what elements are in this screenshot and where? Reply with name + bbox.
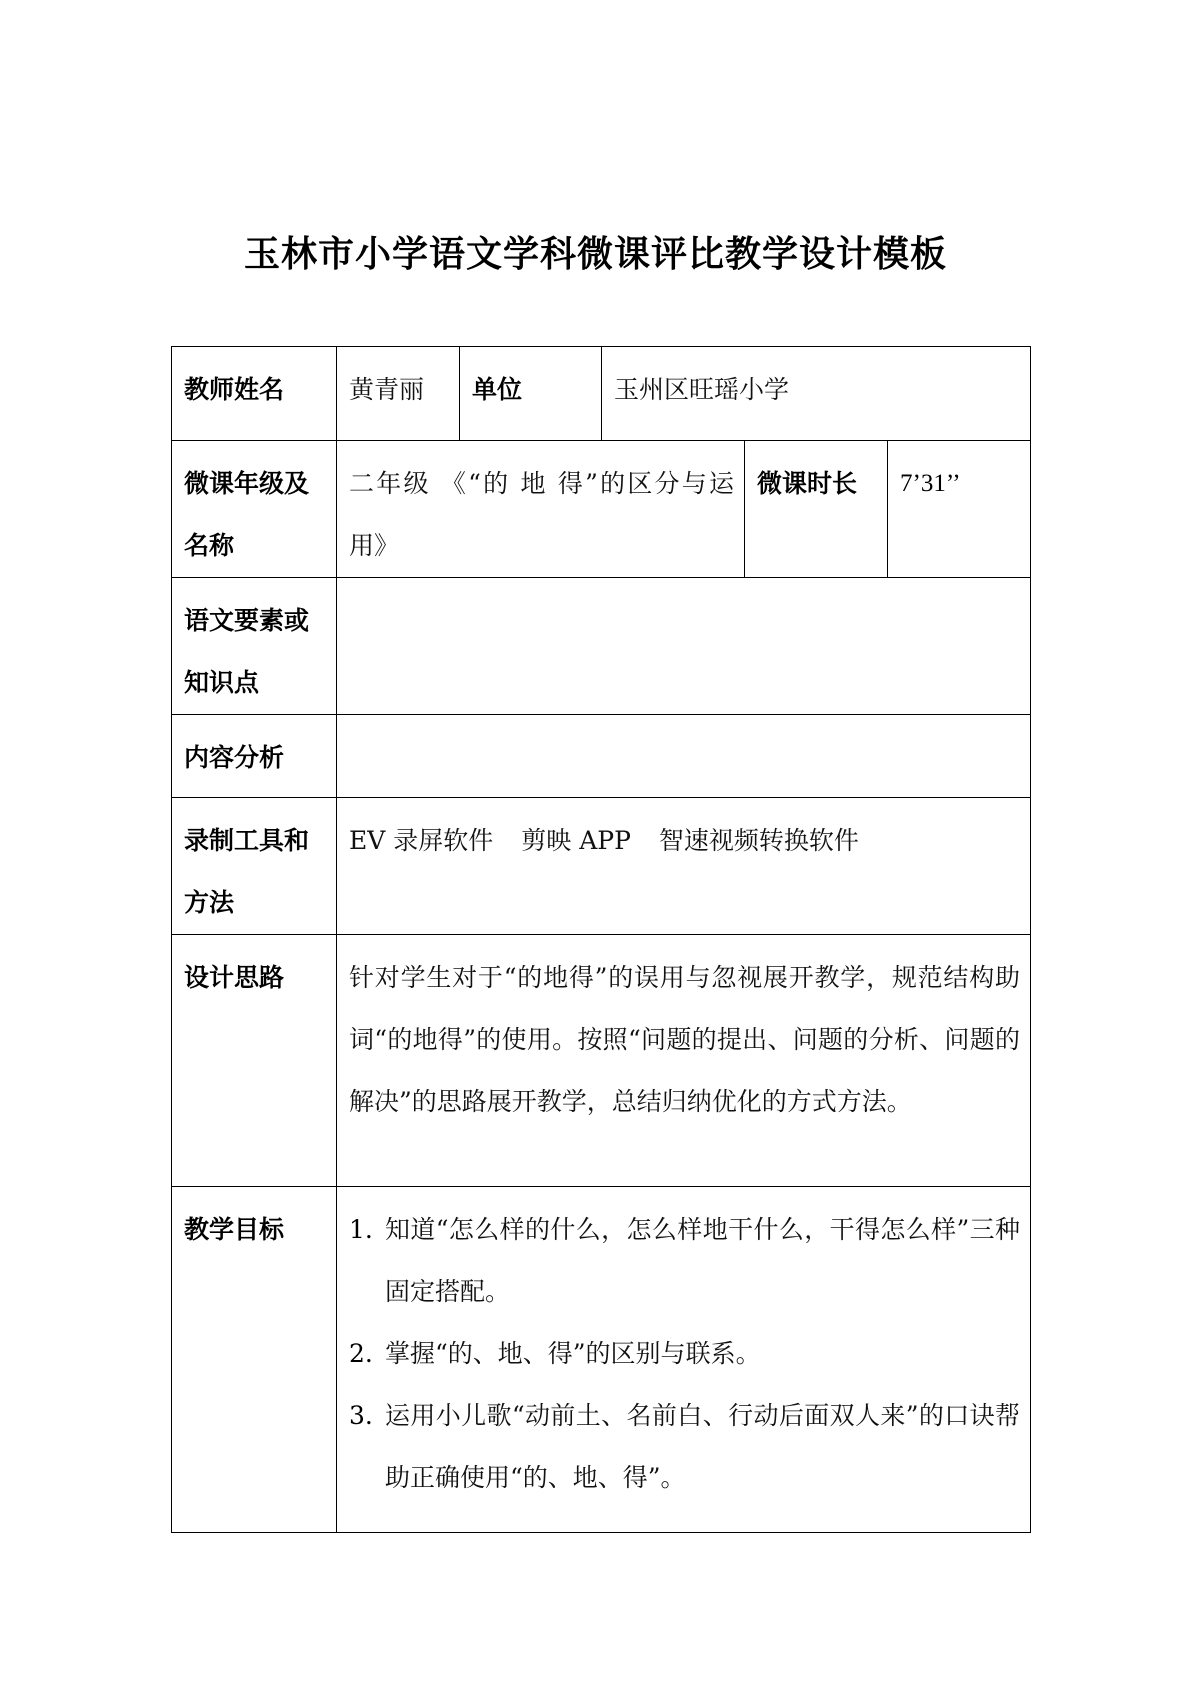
- goals-value-cell: [337, 1187, 1031, 1533]
- list-item: [349, 1323, 1020, 1385]
- table-row: [172, 441, 1031, 578]
- list-item: [349, 1199, 1020, 1323]
- unit-value: 玉州区旺瑶小学: [614, 375, 790, 404]
- tool-item: EV 录屏软件: [349, 826, 494, 855]
- goals-list: [349, 1199, 1020, 1509]
- goals-label: 教学目标: [184, 1215, 285, 1244]
- table-row: [172, 347, 1031, 441]
- duration-value: 7’31’’: [900, 470, 961, 497]
- goal-number: 2.: [349, 1339, 373, 1368]
- grade-label: 微课年级及名称: [184, 469, 310, 560]
- duration-label: 微课时长: [757, 469, 858, 498]
- elements-value-cell: [337, 578, 1031, 715]
- grade-label-cell: [172, 441, 337, 578]
- tools-label-cell: [172, 798, 337, 935]
- unit-label: 单位: [472, 375, 523, 404]
- goal-text: 知道“怎么样的什么，怎么样地干什么，干得怎么样”三种固定搭配。: [385, 1215, 1021, 1306]
- grade-value-cell: [337, 441, 745, 578]
- goal-number: 3.: [349, 1401, 373, 1430]
- tools-value-cell: [337, 798, 1031, 935]
- grade-value: 二年级 《“的 地 得”的区分与运用》: [349, 469, 734, 560]
- teacher-name-label-cell: [172, 347, 337, 441]
- table-row: [172, 715, 1031, 798]
- table-row: [172, 1187, 1031, 1533]
- table-row: [172, 935, 1031, 1187]
- goal-text: 掌握“的、地、得”的区别与联系。: [385, 1339, 761, 1368]
- page-title: 玉林市小学语文学科微课评比教学设计模板: [243, 234, 947, 275]
- tools-label: 录制工具和方法: [184, 826, 310, 917]
- analysis-value-cell: [337, 715, 1031, 798]
- goal-number: 1.: [349, 1215, 373, 1244]
- lesson-design-table: [171, 346, 1031, 1533]
- analysis-label-cell: [172, 715, 337, 798]
- design-label-cell: [172, 935, 337, 1187]
- goals-label-cell: [172, 1187, 337, 1533]
- design-label: 设计思路: [184, 963, 285, 992]
- tool-item: 智速视频转换软件: [658, 826, 859, 855]
- tool-item: 剪映 APP: [521, 826, 631, 855]
- table-row: [172, 798, 1031, 935]
- duration-label-cell: [745, 441, 888, 578]
- design-value-cell: [337, 935, 1031, 1187]
- teacher-name-label: 教师姓名: [184, 375, 285, 404]
- design-value: 针对学生对于“的地得”的误用与忽视展开教学，规范结构助词“的地得”的使用。按照“问题的提出、问题的分析、问题的解决”的思路展开教学，总结归纳优化的方式方法。: [349, 963, 1021, 1116]
- teacher-name-cell: [337, 347, 460, 441]
- analysis-label: 内容分析: [184, 743, 285, 772]
- elements-label: 语文要素或知识点: [184, 606, 310, 697]
- unit-label-cell: [460, 347, 602, 441]
- elements-label-cell: [172, 578, 337, 715]
- teacher-name-value: 黄青丽: [349, 375, 425, 404]
- goal-text: 运用小儿歌“动前土、名前白、行动后面双人来”的口诀帮助正确使用“的、地、得”。: [385, 1401, 1021, 1492]
- list-item: [349, 1385, 1020, 1509]
- table-row: [172, 578, 1031, 715]
- unit-value-cell: [602, 347, 1031, 441]
- duration-value-cell: [888, 441, 1031, 578]
